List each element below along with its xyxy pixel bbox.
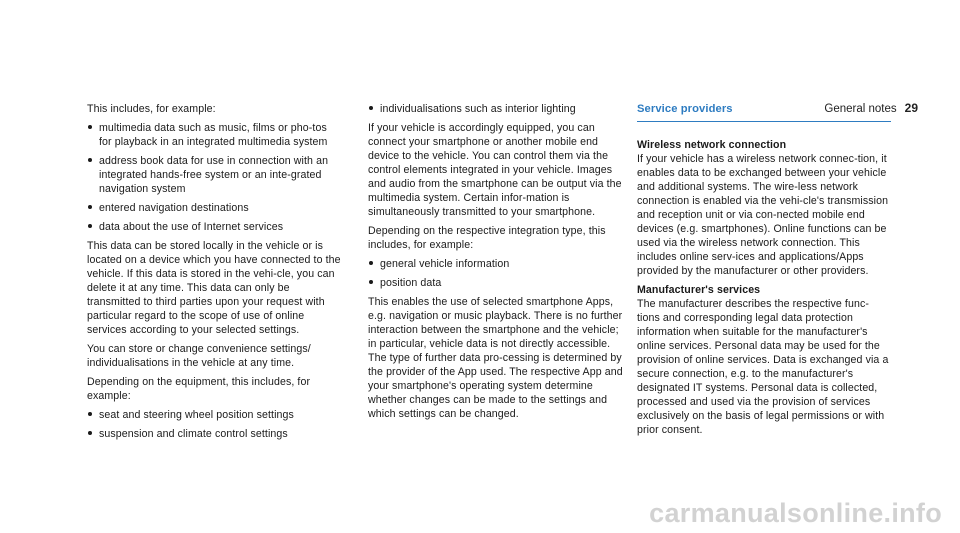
paragraph: The manufacturer describes the respective func-tions and corresponding legal data protection information when suitable for the manufacturer's online services. Personal data may be used for the provision of online services. Data is exchanged via a secure connection, e.g. to the manufacturer's designated IT systems. Personal data is collected, processed and used via the provision of services exclusively on the basis of legal permissions or with prior consent. bbox=[637, 298, 889, 436]
section-name: General notes bbox=[824, 103, 897, 115]
list-item: position data bbox=[368, 276, 626, 290]
list-item: individualisations such as interior lighting bbox=[368, 102, 626, 116]
paragraph: This enables the use of selected smartphone Apps, e.g. navigation or music playback. There is no further interaction between the smartphone and the vehicle; in particular, vehicle data is not directly accessible. The type of further data pro-cessing is determined by the provider of the App used. The respective App and your smartphone's operating system determine whether changes can be made to the settings and which settings can be changed. bbox=[368, 296, 623, 420]
list-item: address book data for use in connection with an integrated hands-free system or an inte-grated navigation system bbox=[87, 154, 342, 196]
subheading: Wireless network connection bbox=[637, 139, 787, 151]
page-number: 29 bbox=[904, 101, 918, 115]
intro-text: This includes, for example: bbox=[87, 103, 216, 115]
individualisation-list bbox=[368, 102, 626, 116]
column-middle bbox=[368, 102, 626, 426]
column-right bbox=[637, 102, 891, 442]
list-item: seat and steering wheel position settings bbox=[87, 408, 342, 422]
watermark: carmanualsonline.info bbox=[649, 498, 942, 528]
list-item: general vehicle information bbox=[368, 257, 626, 271]
paragraph: Depending on the equipment, this includes, for example: bbox=[87, 376, 311, 402]
paragraph: Depending on the respective integration type, this includes, for example: bbox=[368, 225, 606, 251]
paragraph: If your vehicle is accordingly equipped, you can connect your smartphone or another mobile end device to the vehicle. You can control them via the control elements integrated in your vehicle. Images and audio from the smartphone can be output via the multimedia system. Certain infor-mation is simultaneously transmitted to your smartphone. bbox=[368, 122, 622, 218]
list-item: multimedia data such as music, films or pho-tos for playback in an integrated multimedia system bbox=[87, 121, 342, 149]
paragraph: If your vehicle has a wireless network connec-tion, it enables data to be exchanged between your vehicle and additional systems. The wire-less network connection is enabled via the vehi-cle's transmission and reception unit or via con-nected mobile end devices (e.g. smartphones). Online functions can be used via the wireless network connection. This includes online serv-ices and applications/Apps provided by the manufacturer or other providers. bbox=[637, 153, 889, 277]
data-types-list bbox=[87, 121, 342, 234]
subheading: Manufacturer's services bbox=[637, 284, 761, 296]
list-item: entered navigation destinations bbox=[87, 201, 342, 215]
paragraph: This data can be stored locally in the vehicle or is located on a device which you have connected to the vehicle. If this data is stored in the vehi-cle, you can delete it at any time. This data can only be transmitted to third parties upon your request with particular regard to the scope of use of online services according to your selected settings. bbox=[87, 240, 341, 336]
settings-list bbox=[87, 408, 342, 441]
section-title: Service providers bbox=[637, 102, 891, 122]
column-left bbox=[87, 102, 342, 446]
integration-list bbox=[368, 257, 626, 290]
list-item: suspension and climate control settings bbox=[87, 427, 342, 441]
paragraph: You can store or change convenience settings/ individualisations in the vehicle at any time. bbox=[87, 343, 311, 369]
list-item: data about the use of Internet services bbox=[87, 220, 342, 234]
